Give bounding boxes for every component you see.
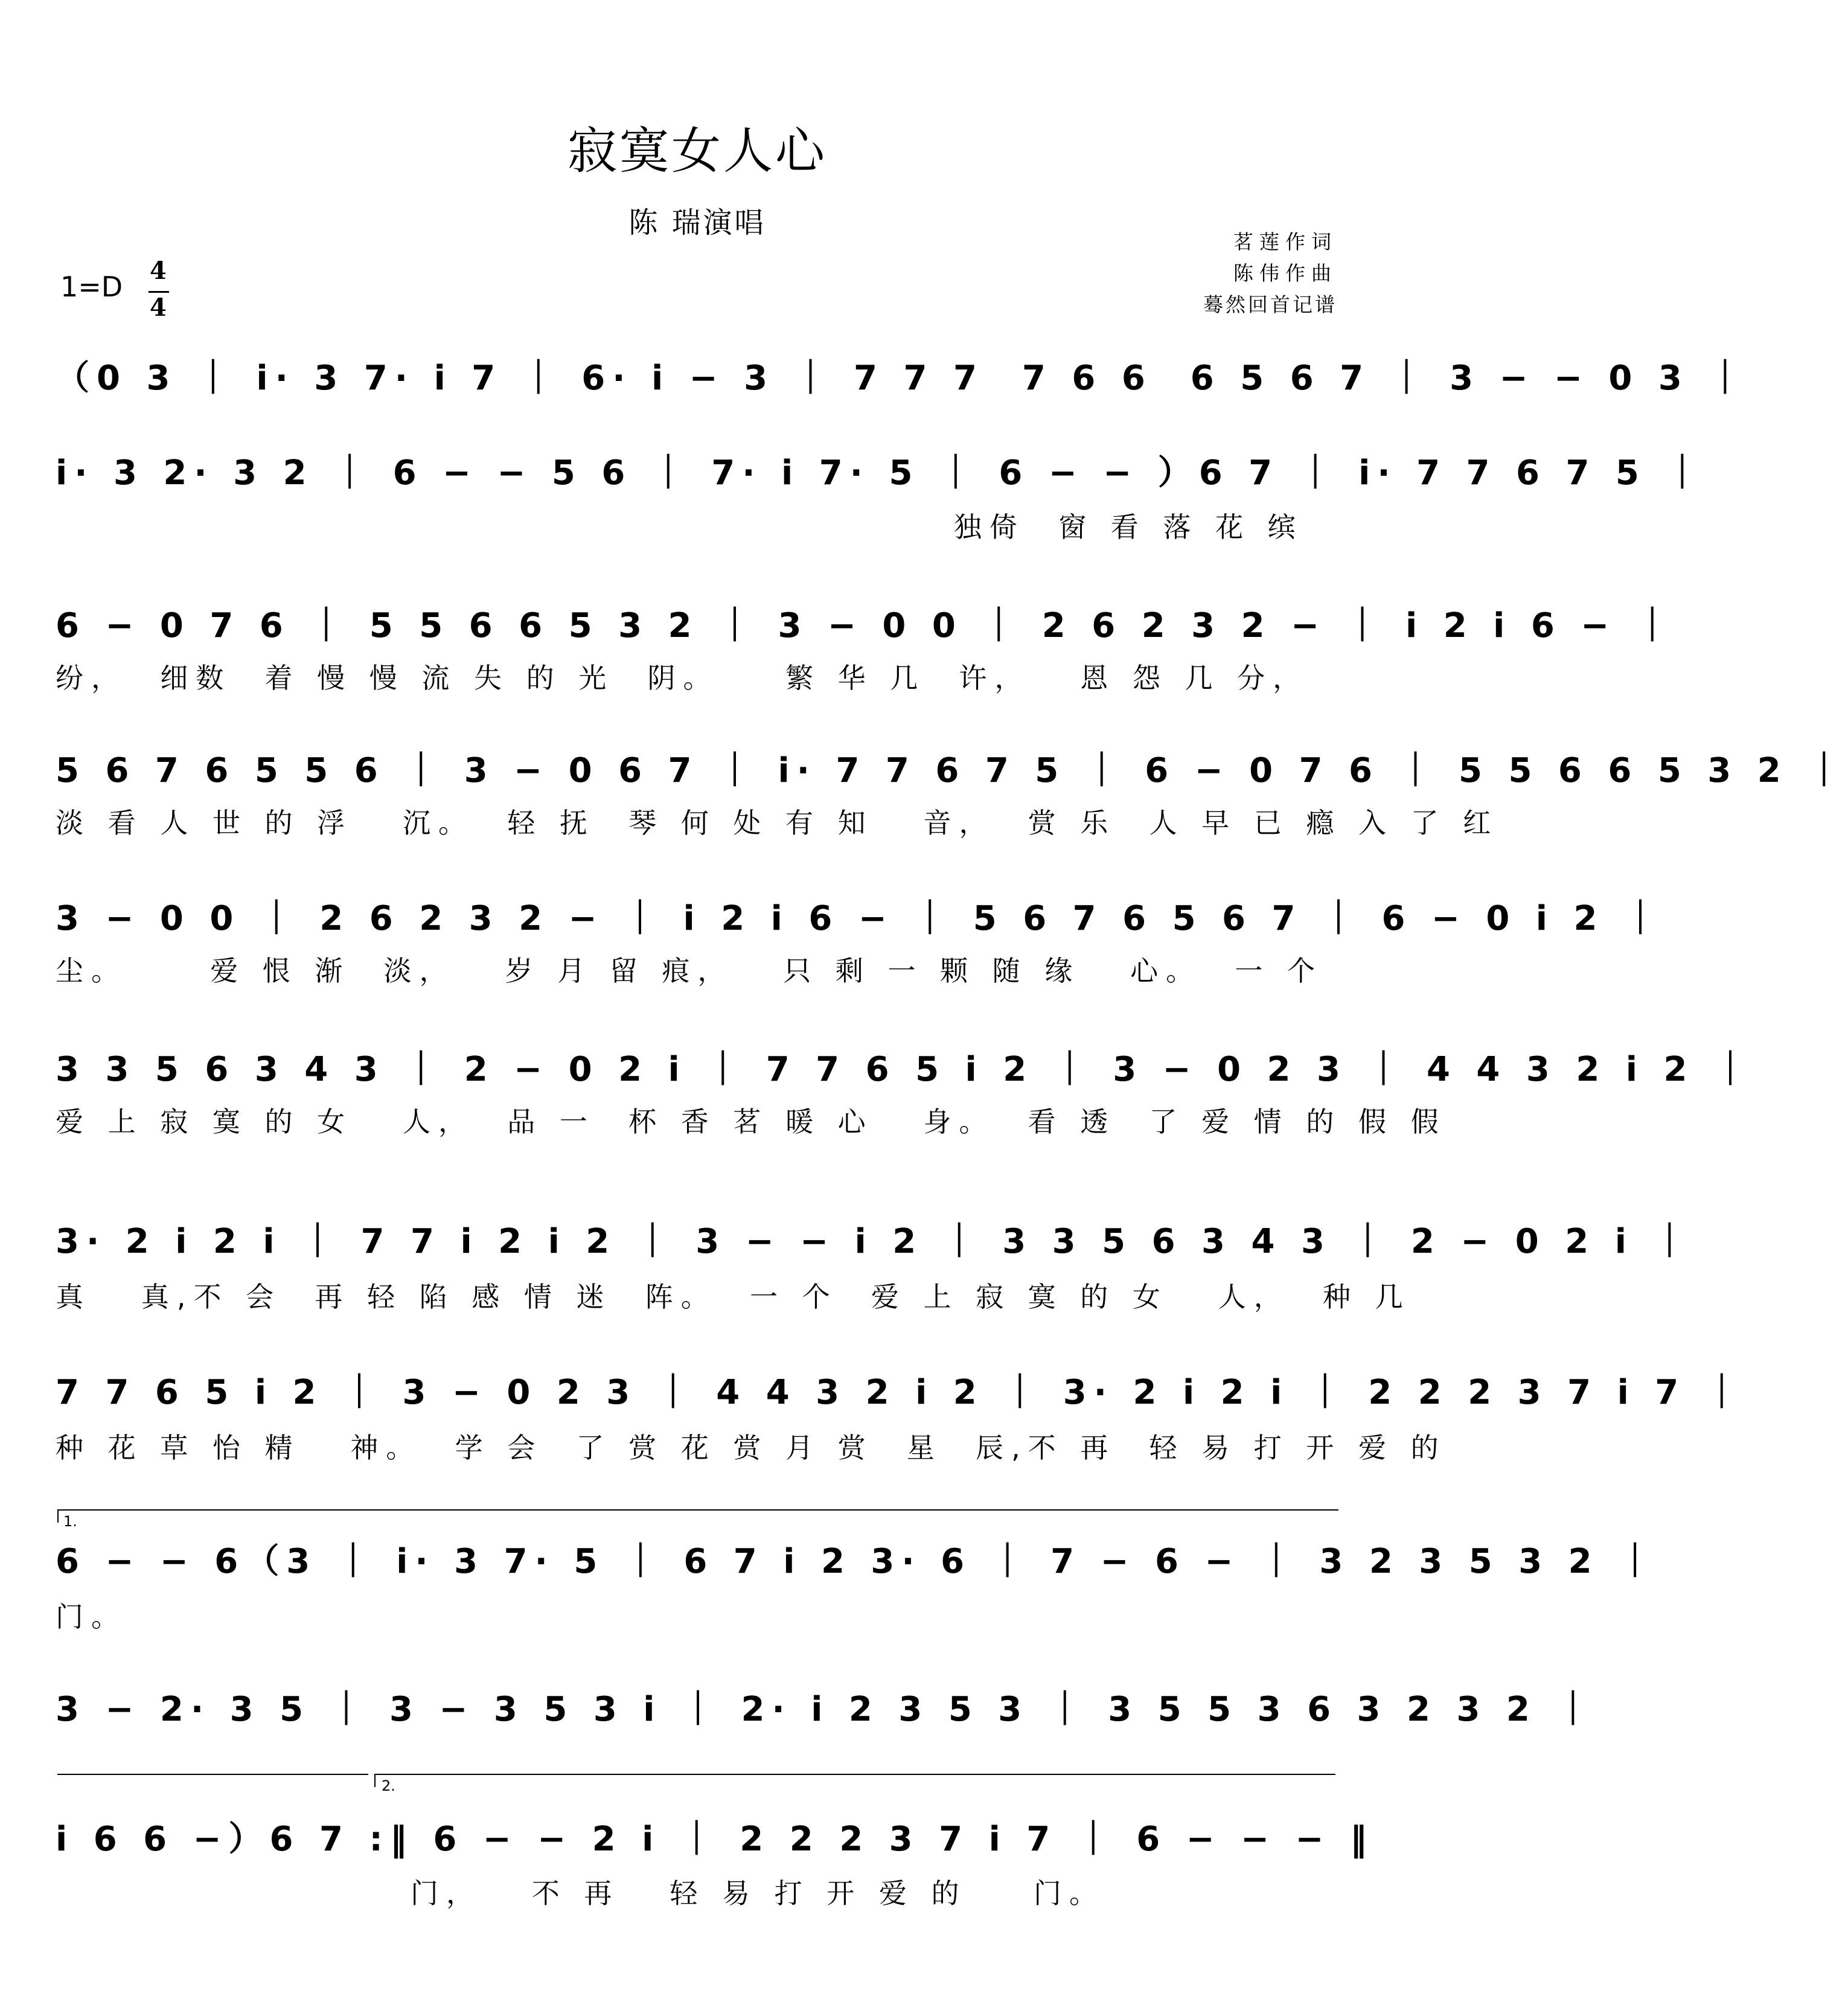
lyric-row-8: 种 花 草 怡 精 神。 学 会 了 赏 花 赏 月 赏 星 辰,不 再 轻 易 打 开 爱 的: [56, 1431, 1447, 1464]
transcriber-credit: 蓦然回首记谱: [1203, 293, 1337, 316]
time-signature-bottom: 4: [150, 293, 167, 322]
lyric-row-9: 门。: [56, 1600, 127, 1633]
singer-credit: 陈 瑞演唱: [628, 206, 766, 240]
song-title: 寂寞女人心: [567, 123, 827, 180]
time-signature-top: 4: [150, 257, 167, 285]
lyric-row-7: 真 真,不 会 再 轻 陷 感 情 迷 阵。 一 个 爱 上 寂 寞 的 女 人， 种 几: [56, 1281, 1411, 1313]
notation-row-4: 5 6 7 6 5 5 6 ｜ 3 − 0 6 7 ｜ i· 7 7 6 7 5 ｜ 6 − 0 7 6 ｜ 5 5 6 6 5 3 2 ｜: [56, 751, 1848, 790]
notation-row-11: i 6 6 −）6 7 :‖ 6 − − 2 i ｜ 2 2 2 3 7 i 7 ｜ 6 − − − ‖: [56, 1820, 1374, 1859]
second-ending-label: 2.: [382, 1777, 395, 1794]
lyric-row-5: 尘。 爱 恨 渐 淡， 岁 月 留 痕， 只 剩 一 颗 随 缘 心。 一 个: [56, 955, 1323, 987]
lyric-row-6: 爱 上 寂 寞 的 女 人， 品 一 杯 香 茗 暖 心 身。 看 透 了 爱 情 的 假 假: [56, 1105, 1447, 1138]
time-signature-line: [149, 291, 169, 293]
lyric-row-4: 淡 看 人 世 的 浮 沉。 轻 抚 琴 何 处 有 知 音， 赏 乐 人 早 已 瘾 入 了 红: [56, 807, 1499, 839]
first-ending-bracket-end: [57, 1774, 368, 1787]
lyricist-credit: 茗莲作词: [1233, 230, 1337, 254]
notation-row-2: i· 3 2· 3 2 ｜ 6 − − 5 6 ｜ 7· i 7· 5 ｜ 6 − − ）6 7 ｜ i· 7 7 6 7 5 ｜: [56, 453, 1707, 493]
notation-row-9: 6 − − 6（3 ｜ i· 3 7· 5 ｜ 6 7 i 2 3· 6 ｜ 7 − 6 − ｜ 3 2 3 5 3 2 ｜: [56, 1542, 1660, 1581]
second-ending-bracket: [374, 1774, 1335, 1787]
notation-row-6: 3 3 5 6 3 4 3 ｜ 2 − 0 2 i ｜ 7 7 6 5 i 2 ｜ 3 − 0 2 3 ｜ 4 4 3 2 i 2 ｜: [56, 1050, 1754, 1089]
lyric-row-3: 纷， 细数 着 慢 慢 流 失 的 光 阴。 繁 华 几 许， 恩 怨 几 分，: [56, 662, 1309, 694]
notation-row-1: （0 3 ｜ i· 3 7· i 7 ｜ 6· i − 3 ｜ 7 7 7 7 6 6 6 5 6 7 ｜ 3 − − 0 3 ｜: [56, 359, 1750, 398]
key-signature: 1=D: [60, 270, 123, 303]
notation-row-10: 3 − 2· 3 5 ｜ 3 − 3 5 3 i ｜ 2· i 2 3 5 3 ｜ 3 5 5 3 6 3 2 3 2 ｜: [56, 1690, 1597, 1729]
notation-row-5: 3 − 0 0 ｜ 2 6 2 3 2 − ｜ i 2 i 6 − ｜ 5 6 7 6 5 6 7 ｜ 6 − 0 i 2 ｜: [56, 899, 1664, 938]
notation-row-3: 6 − 0 7 6 ｜ 5 5 6 6 5 3 2 ｜ 3 − 0 0 ｜ 2 6 2 3 2 − ｜ i 2 i 6 − ｜: [56, 606, 1677, 645]
lyric-row-11: 门， 不 再 轻 易 打 开 爱 的 门。: [411, 1877, 1105, 1910]
first-ending-label: 1.: [63, 1513, 77, 1530]
notation-row-8: 7 7 6 5 i 2 ｜ 3 − 0 2 3 ｜ 4 4 3 2 i 2 ｜ 3· 2 i 2 i ｜ 2 2 2 3 7 i 7 ｜: [56, 1373, 1746, 1412]
first-ending-bracket: [57, 1509, 1338, 1523]
composer-credit: 陈伟作曲: [1233, 261, 1337, 285]
lyric-row-2: 独倚 窗 看 落 花 缤: [954, 511, 1303, 543]
notation-row-7: 3· 2 i 2 i ｜ 7 7 i 2 i 2 ｜ 3 − − i 2 ｜ 3 3 5 6 3 4 3 ｜ 2 − 0 2 i ｜: [56, 1222, 1694, 1261]
